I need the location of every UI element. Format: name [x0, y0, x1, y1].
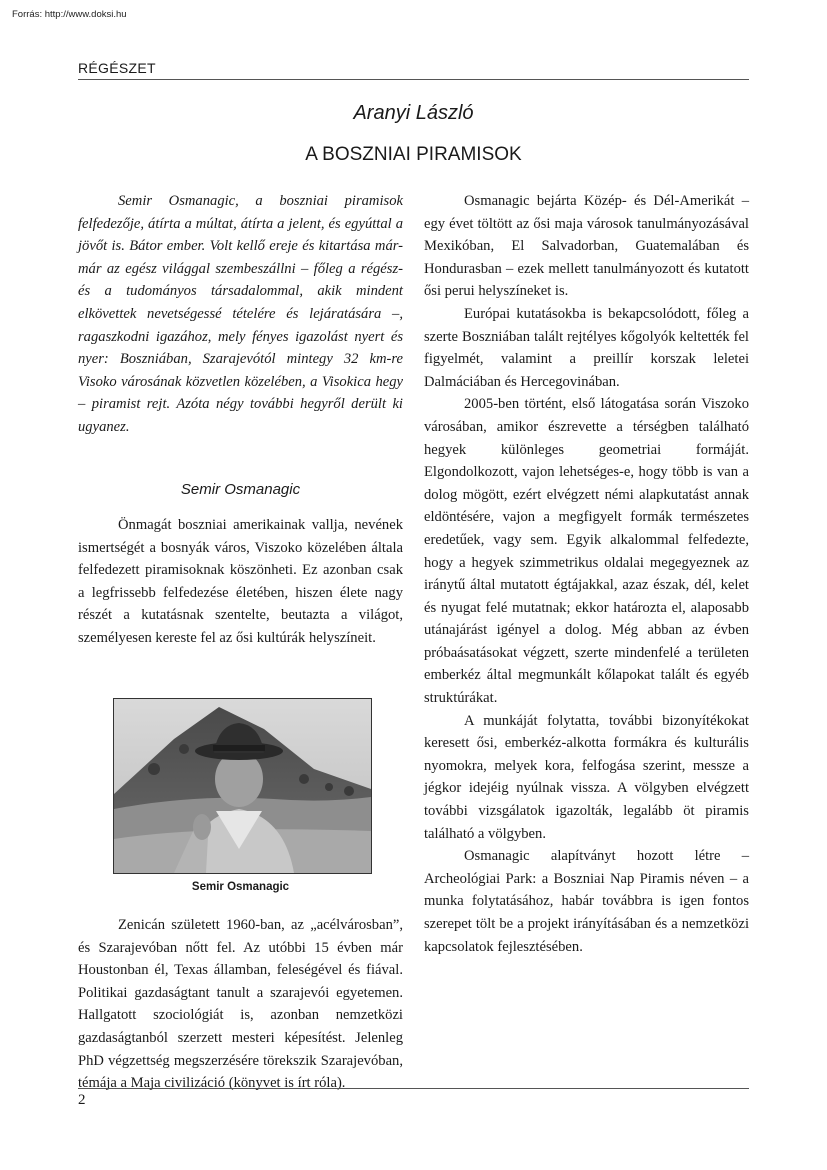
bio-paragraph-1 [78, 514, 403, 650]
right-paragraph: 2005-ben történt, első látogatása során Viszoko városában, amikor észrevette a térségben található hegyek különleges geometriai formáját. Elgondolkozott, vajon lehetséges-e, hogy több is van a dolog mögött, ezért elvégzett némi alapkutatást annak eldöntésére, vajon a megfigyelt formák természetes eredetűek, vagy sem. Egyik alkalommal felfedezte, hogy a hegyek szimmetrikus oldalai megegyeznek az iránytű által mutatott égtájakkal, azaz észak, dél, kelet és nyugat felé mutatnak; ekkor határozta el, alaposabb utánajárást igényel a dolog. Még abban az évben próbaásatásokat végzett, szerte mindenfelé a területen emberkéz által megmunkált kőlapokat talált és egyéb struktúrákat. [424, 396, 749, 707]
page-number: 2 [78, 1092, 86, 1108]
right-paragraph: Osmanagic bejárta Közép- és Dél-Amerikát – egy évet töltött az ősi maja városok tanulmányozásával Mexikóban, El Salvadorban, Guatemalában és Hondurasban – ezek mellett tanulmányozott és kutatott ősi perui helyszíneket is. [424, 193, 749, 300]
right-column [424, 190, 749, 958]
bio-text-1: Önmagát boszniai amerikainak vallja, nevének ismertségét a bosnyák város, Viszoko közelében általa felfedezett piramisoknak köszönheti. Ez azonban csak a legfrissebb felfedezése életében, hiszen élete nagy részét a kutatásnak szentelte, beutazta a világot, személyesen kereste fel az ősi kultúrák helyszíneit. [78, 517, 403, 646]
portrait-photo [113, 698, 372, 874]
photo-caption: Semir Osmanagic [191, 881, 290, 893]
section-header: RÉGÉSZET [78, 60, 156, 76]
subheading: Semir Osmanagic [180, 481, 301, 498]
footer-rule [78, 1088, 749, 1089]
right-paragraph: Európai kutatásokba is bekapcsolódott, főleg a szerte Boszniában talált rejtélyes kőgolyók keltették fel figyelmét, valamint a preillír korszak leletei Dalmáciában és Hercegovinában. [424, 305, 749, 390]
bio-text-2: Zenicán született 1960-ban, az „acélvárosban”, és Szarajevóban nőtt fel. Az utóbbi 15 évben már Houstonban él, Texas államban, feleségével és fiával. Politikai gazdaságtant tanult a szarajevói egyetemen. Hallgatott szociológiát is, azonban nemzetközi gazdaságtanból szerzett mesteri képesítést. Jelenleg PhD végzettség megszerzésére törekszik Szarajevóban, témája a Maja civilizáció (könyvet is írt róla). [78, 917, 403, 1092]
lead-text: Semir Osmanagic, a boszniai piramisok felfedezője, átírta a múltat, átírta a jelent, és egyúttal a jövőt is. Bátor ember. Volt kellő ereje és kitartása már-már az egész világgal szembeszállni – főleg a régész- és a tudományos társadalommal, akik mindent elkövettek nevetségessé tételére és lejáratására –, ragaszkodni igazához, mely fényes igazolást nyert és nyer: Boszniában, Szarajevótól mintegy 32 km-re Visoko városának közvetlen közelében, a Visokica hegy – piramist rejt. Azóta négy további hegyről derült ki ugyanez. [78, 193, 403, 435]
source-note: Forrás: http://www.doksi.hu [12, 9, 127, 20]
bio-paragraph-2 [78, 914, 403, 1095]
lead-paragraph [78, 190, 403, 439]
article-title: A BOSZNIAI PIRAMISOK [305, 144, 522, 165]
article-author: Aranyi László [353, 102, 474, 124]
right-paragraph: Osmanagic alapítványt hozott létre – Archeológiai Park: a Boszniai Nap Piramis néven – a munka folytatásához, habár továbbra is igen fontos szerepet tölt be a projekt irányításában és a nemzetközi kapcsolatok fejlesztésében. [424, 848, 749, 955]
right-paragraph: A munkáját folytatta, további bizonyítékokat keresett ősi, emberkéz-alkotta formákra és kulturális nyomokra, melyek kora, felfogása szerint, messze a jégkor idejéig nyúlnak vissza. A völgyben elvégzett további vizsgálatok igazolták, legalább öt piramis található a völgyben. [424, 712, 749, 842]
header-rule [78, 79, 749, 80]
